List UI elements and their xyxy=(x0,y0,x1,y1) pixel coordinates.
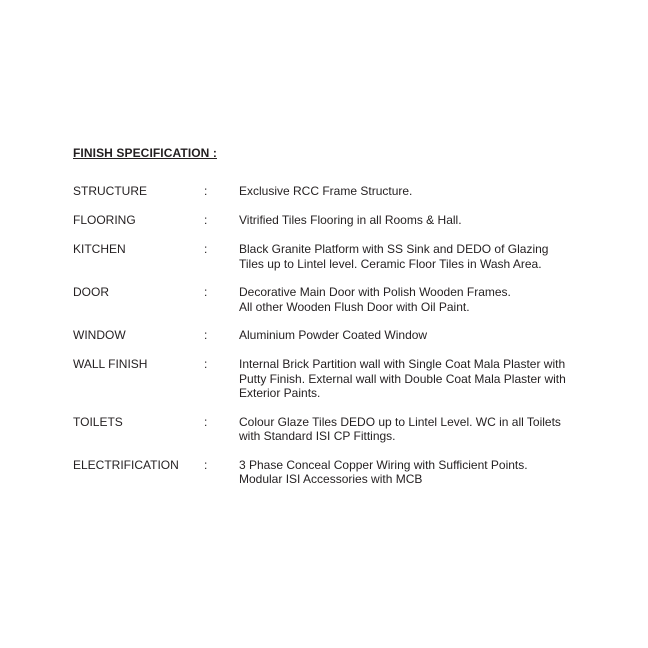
section-heading: FINISH SPECIFICATION : xyxy=(73,146,217,160)
spec-row-toilets xyxy=(73,415,583,444)
spec-description-line: with Standard ISI CP Fittings. xyxy=(239,429,396,443)
spec-label: DOOR xyxy=(73,285,109,299)
spec-description xyxy=(239,328,579,343)
spec-label: TOILETS xyxy=(73,414,123,429)
spec-colon: : xyxy=(204,357,208,371)
spec-description-line: Colour Glaze Tiles DEDO up to Lintel Level. WC in all Toilets xyxy=(239,414,561,429)
spec-row-window xyxy=(73,328,583,343)
spec-colon: : xyxy=(204,457,208,472)
spec-description-line: Aluminium Powder Coated Window xyxy=(239,328,428,342)
spec-label: WINDOW xyxy=(73,328,126,342)
spec-colon: : xyxy=(204,285,208,299)
spec-row-electrification xyxy=(73,458,583,487)
spec-label: FLOORING xyxy=(73,213,136,227)
spec-description-line: Exclusive RCC Frame Structure. xyxy=(239,184,413,198)
spec-label: KITCHEN xyxy=(73,242,126,256)
spec-description xyxy=(239,213,579,228)
spec-description xyxy=(239,184,579,199)
spec-description-line: Vitrified Tiles Flooring in all Rooms & Hall. xyxy=(239,213,462,227)
spec-colon: : xyxy=(204,184,208,198)
spec-description-line: All other Wooden Flush Door with Oil Paint. xyxy=(239,299,470,314)
spec-colon: : xyxy=(204,242,208,256)
spec-description-line: Putty Finish. External wall with Double Coat Mala Plaster with xyxy=(239,371,566,386)
spec-description xyxy=(239,357,579,401)
spec-description-line: Modular ISI Accessories with MCB xyxy=(239,472,423,486)
spec-label: ELECTRIFICATION xyxy=(73,457,179,472)
spec-colon: : xyxy=(204,328,208,342)
spec-colon: : xyxy=(204,414,208,429)
spec-description xyxy=(239,458,579,487)
spec-description-line: Black Granite Platform with SS Sink and DEDO of Glazing xyxy=(239,242,549,256)
spec-row-flooring xyxy=(73,213,583,228)
spec-list xyxy=(73,184,583,487)
spec-description xyxy=(239,242,579,271)
spec-row-door xyxy=(73,285,583,314)
spec-colon: : xyxy=(204,213,208,227)
spec-row-wall-finish xyxy=(73,357,583,401)
spec-row-structure xyxy=(73,184,583,199)
spec-description-line: Exterior Paints. xyxy=(239,386,321,400)
spec-description-line: Decorative Main Door with Polish Wooden Frames. xyxy=(239,285,511,299)
spec-description-line: Internal Brick Partition wall with Single Coat Mala Plaster with xyxy=(239,357,566,371)
spec-label: STRUCTURE xyxy=(73,184,147,198)
spec-description-line: Tiles up to Lintel level. Ceramic Floor Tiles in Wash Area. xyxy=(239,256,542,271)
spec-description-line: 3 Phase Conceal Copper Wiring with Sufficient Points. xyxy=(239,457,528,472)
spec-description xyxy=(239,285,579,314)
spec-label: WALL FINISH xyxy=(73,357,148,371)
spec-description xyxy=(239,415,579,444)
spec-row-kitchen xyxy=(73,242,583,271)
